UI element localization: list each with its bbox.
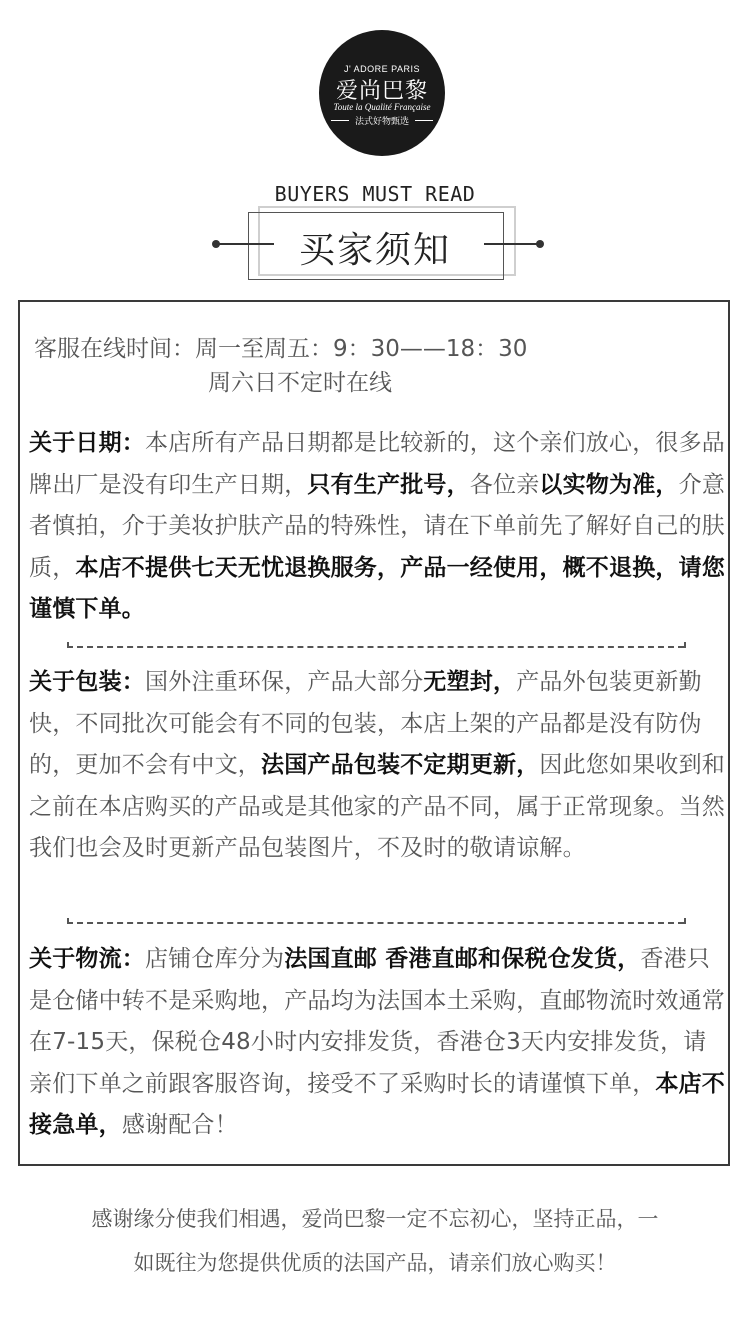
service-hours-weekend: 周六日不定时在线 xyxy=(208,370,392,396)
right-dot-ornament xyxy=(536,240,544,248)
english-heading: BUYERS MUST READ xyxy=(274,182,476,206)
left-line-ornament xyxy=(216,243,274,245)
date-section-bold-2: 以实物为准， xyxy=(539,471,679,498)
logistics-section xyxy=(29,939,729,1147)
logistics-section-bold-1: 法国直邮 香港直邮和保税仓发货， xyxy=(284,946,641,972)
page-title: 买家须知 xyxy=(298,230,451,271)
logistics-section-label: 关于物流： xyxy=(29,946,145,972)
footer-line-1: 感谢缘分使我们相遇，爱尚巴黎一定不忘初心，坚持正品，一 xyxy=(91,1207,659,1231)
packaging-section-bold-2: 法国产品包装不定期更新， xyxy=(261,752,540,778)
service-hours-weekday: 客服在线时间：周一至周五：9：30——18：30 xyxy=(34,336,528,362)
footer-message xyxy=(0,1197,750,1285)
logistics-section-text-3: 感谢配合！ xyxy=(121,1112,238,1138)
logistics-section-text-2: 香港只是仓储中转不是采购地，产品均为法国本土采购，直邮物流时效通常在7-15天，保税仓48小时内安排发货，香港仓3天内安排发货，请亲们下单之前跟客服咨询，接受不了采购时长的请谨慎下单， xyxy=(29,946,725,1097)
packaging-section-label: 关于包装： xyxy=(29,669,145,695)
logo-divider-right xyxy=(415,120,433,121)
date-section-label: 关于日期： xyxy=(29,430,145,456)
logistics-section-bold-2: 本店不接急单， xyxy=(29,1070,726,1138)
date-section-text-1: 本店所有产品日期都是比较新的，这个亲们放心，很多品牌出厂是没有印生产日期， xyxy=(29,430,725,498)
section-divider xyxy=(67,922,684,924)
packaging-section-bold-1: 无塑封， xyxy=(423,669,517,695)
date-section-bold-3: 本店不提供七天无忧退换服务，产品一经使用，概不退换，请您谨慎下单。 xyxy=(29,554,726,622)
logistics-section-text-1: 店铺仓库分为 xyxy=(145,946,285,972)
logo-french-tagline: Toute la Qualité Française xyxy=(333,102,431,112)
logo-subtitle: 法式好物甄选 xyxy=(354,117,409,127)
date-section-bold-1: 只有生产批号， xyxy=(307,471,470,498)
date-section-text-2: 各位亲 xyxy=(469,471,540,498)
service-hours xyxy=(34,332,527,400)
logo-top-text: J' ADORE PARIS xyxy=(343,64,421,74)
packaging-section xyxy=(29,662,729,870)
logo-brand-name: 爱尚巴黎 xyxy=(335,79,428,104)
footer-line-2: 如既往为您提供优质的法国产品，请亲们放心购买！ xyxy=(133,1251,617,1275)
packaging-section-text-3: 因此您如果收到和之前在本店购买的产品或是其他家的产品不同，属于正常现象。当然我们也会及时更新产品包装图片，不及时的敬请谅解。 xyxy=(29,752,726,861)
section-divider xyxy=(67,646,684,648)
date-section xyxy=(29,423,729,631)
right-line-ornament xyxy=(484,243,540,245)
date-section-text-3: 介意者慎拍，介于美妆护肤产品的特殊性，请在下单前先了解好自己的肤质， xyxy=(29,471,726,581)
brand-logo xyxy=(319,30,445,156)
packaging-section-text-1: 国外注重环保，产品大部分 xyxy=(145,669,424,695)
packaging-section-text-2: 产品外包装更新勤快，不同批次可能会有不同的包装，本店上架的产品都是没有防伪的，更加不会有中文， xyxy=(29,669,702,778)
